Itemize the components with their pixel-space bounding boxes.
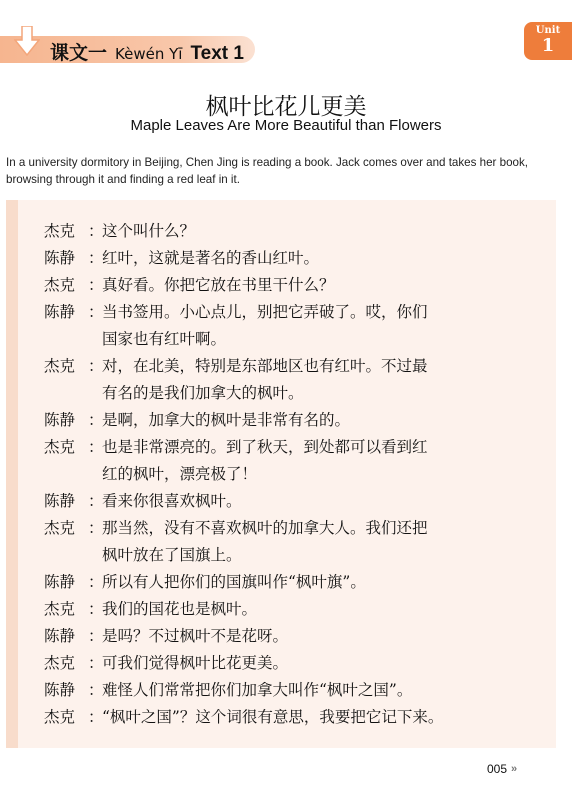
page-footer	[487, 762, 514, 776]
dialogue-text: 那当然，没有不喜欢枫叶的加拿大人。我们还把	[102, 518, 428, 537]
dialogue-text-continued: 红的枫叶，漂亮极了！	[102, 464, 258, 483]
dialogue-text-continued: 有名的是我们加拿大的枫叶。	[102, 383, 304, 402]
dialogue	[44, 216, 524, 729]
speaker-name: 陈静	[44, 680, 76, 699]
speaker-colon: ：	[88, 410, 104, 429]
speaker-name: 杰克	[44, 653, 76, 672]
speaker-colon: ：	[88, 518, 104, 537]
unit-tab	[524, 22, 572, 60]
speaker-colon: ：	[88, 221, 104, 240]
speaker-colon: ：	[88, 626, 104, 645]
page-number: 005	[487, 762, 508, 776]
speaker-colon: ：	[88, 275, 104, 294]
speaker-name: 杰克	[44, 707, 76, 726]
unit-number: 1	[541, 35, 555, 56]
dialogue-line	[44, 675, 524, 702]
speaker-name: 陈静	[44, 248, 76, 267]
intro-paragraph: In a university dormitory in Beijing, Chen Jing is reading a book. Jack comes over and takes her book, browsing through it and finding a red leaf in it.	[6, 156, 528, 186]
dialogue-text: 难怪人们常常把你们加拿大叫作“枫叶之国”。	[102, 680, 413, 699]
lesson-header	[50, 38, 244, 62]
dialogue-line	[44, 432, 524, 459]
dialogue-line	[44, 567, 524, 594]
dialogue-text: 我们的国花也是枫叶。	[102, 599, 258, 618]
speaker-colon: ：	[88, 599, 104, 618]
dialogue-line	[44, 702, 524, 729]
dialogue-line	[44, 405, 524, 432]
speaker-colon: ：	[88, 437, 104, 456]
dialogue-text: 真好看。你把它放在书里干什么？	[102, 275, 335, 294]
dialogue-text: 当书签用。小心点儿，别把它弄破了。哎，你们	[102, 302, 428, 321]
dialogue-text: 对，在北美，特别是东部地区也有红叶。不过最	[102, 356, 428, 375]
speaker-name: 陈静	[44, 572, 76, 591]
dialogue-text: 也是非常漂亮的。到了秋天，到处都可以看到红	[102, 437, 428, 456]
dialogue-line	[44, 513, 524, 540]
speaker-colon: ：	[88, 572, 104, 591]
speaker-name: 杰克	[44, 437, 76, 456]
speaker-name: 杰克	[44, 356, 76, 375]
dialogue-line	[44, 648, 524, 675]
dialogue-text: “枫叶之国”？这个词很有意思，我要把它记下来。	[102, 707, 444, 726]
speaker-name: 陈静	[44, 626, 76, 645]
dialogue-line	[44, 270, 524, 297]
speaker-name: 陈静	[44, 491, 76, 510]
text-title-cn: 枫叶比花儿更美	[205, 94, 367, 120]
dialogue-line	[44, 297, 524, 324]
dialogue-text: 是啊，加拿大的枫叶是非常有名的。	[102, 410, 351, 429]
dialogue-line	[44, 621, 524, 648]
speaker-colon: ：	[88, 356, 104, 375]
unit-label: Unit	[535, 25, 561, 36]
speaker-colon: ：	[88, 302, 104, 321]
lesson-title-cn: 课文一	[50, 42, 108, 64]
dialogue-line	[44, 486, 524, 513]
dialogue-text: 是吗？不过枫叶不是花呀。	[102, 626, 289, 645]
dialogue-text: 可我们觉得枫叶比花更美。	[102, 653, 289, 672]
dialogue-text: 所以有人把你们的国旗叫作“枫叶旗”。	[102, 572, 366, 591]
double-chevron-icon: »	[511, 763, 515, 775]
speaker-colon: ：	[88, 248, 104, 267]
dialogue-line	[44, 594, 524, 621]
speaker-colon: ：	[88, 680, 104, 699]
speaker-colon: ：	[88, 653, 104, 672]
speaker-name: 杰克	[44, 275, 76, 294]
speaker-name: 陈静	[44, 410, 76, 429]
speaker-name: 杰克	[44, 599, 76, 618]
speaker-colon: ：	[88, 491, 104, 510]
speaker-name: 杰克	[44, 221, 76, 240]
dialogue-line	[44, 243, 524, 270]
lesson-title-en: Text 1	[190, 43, 244, 64]
dialogue-text: 这个叫什么？	[102, 221, 196, 240]
speaker-name: 陈静	[44, 302, 76, 321]
down-arrow-icon	[14, 26, 40, 56]
lesson-title-pinyin: Kèwén Yī	[115, 45, 183, 63]
text-title-en: Maple Leaves Are More Beautiful than Flowers	[130, 117, 442, 134]
dialogue-line	[44, 216, 524, 243]
dialogue-text: 红叶，这就是著名的香山红叶。	[102, 248, 320, 267]
dialogue-text-continued: 枫叶放在了国旗上。	[102, 545, 242, 564]
speaker-colon: ：	[88, 707, 104, 726]
dialogue-text: 看来你很喜欢枫叶。	[102, 491, 242, 510]
speaker-name: 杰克	[44, 518, 76, 537]
dialogue-line	[44, 351, 524, 378]
dialogue-text-continued: 国家也有红叶啊。	[102, 329, 227, 348]
